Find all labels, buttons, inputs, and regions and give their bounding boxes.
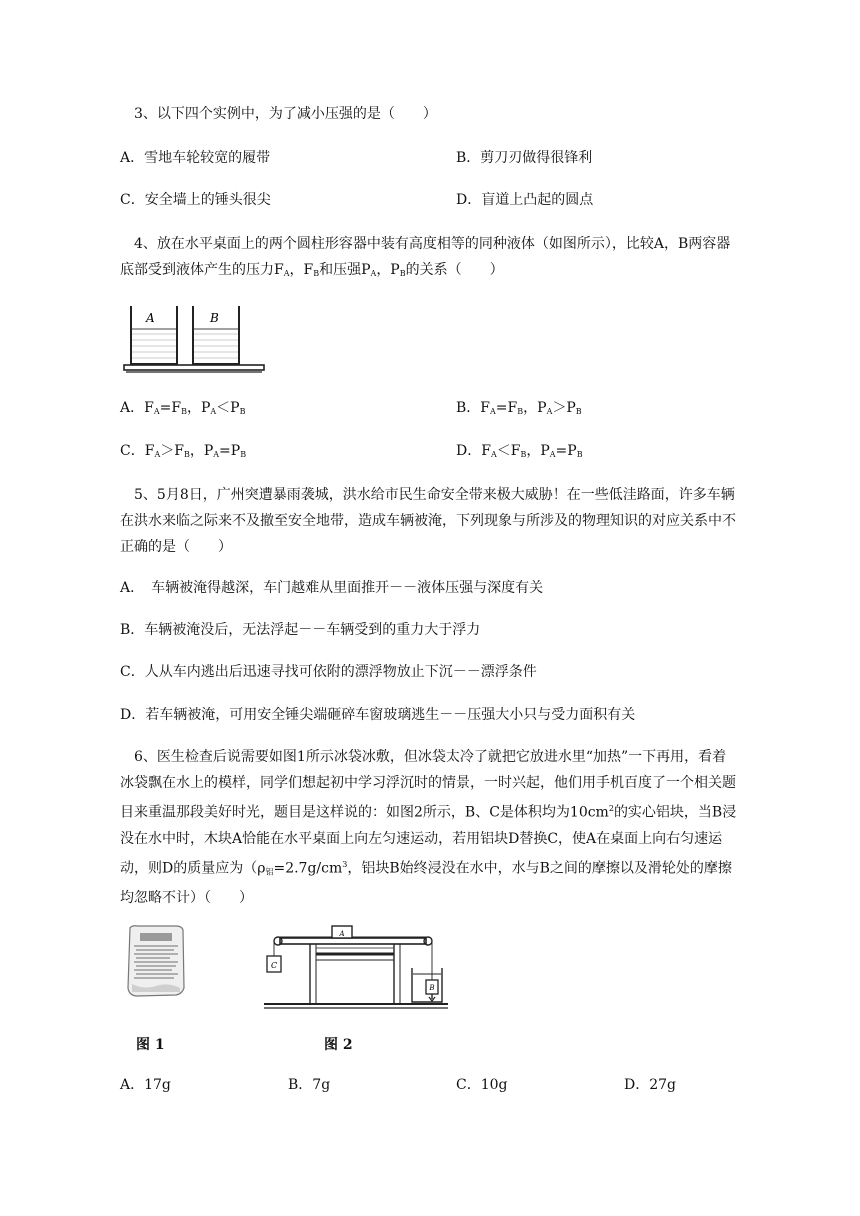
q6-option-a: A．17g	[120, 1077, 171, 1093]
container-b-label: B	[210, 311, 219, 325]
ice-bag-figure	[124, 924, 188, 998]
q4-stem: 4、放在水平桌面上的两个圆柱形容器中装有高度相等的同种液体（如图所示），比较A，B两容器底部受到液体产生的压力$F_A$，$F_B$和压强$P_A$，$P_B$的关系（ ）	[120, 236, 731, 278]
container-a-label: A	[146, 311, 155, 325]
q3-stem: 3、以下四个实例中，为了减小压强的是（ ）	[134, 106, 437, 122]
q6-stem: 6、医生检查后说需要如图1所示冰袋冰敷，但冰袋太冷了就把它放进水里“加热”一下再用，看着冰袋飘在水上的模样，同学们想起初中学习浮沉时的情景，一时兴起，他们用手机百度了一个相关题目来重温那段美好时光，题目是这样说的：如图2所示，B、C是体积均为$10cm^2$的实心铝块，当B浸没在水中时，木块A恰能在水平桌面上向左匀速运动，若用铝块D替换C，使A在桌面上向右匀速运动，则D的质量应为（$\rho_铝=2.7g/cm^3$，铝块B始终浸没在水中，水与B之间的摩擦以及滑轮处的摩擦均忽略不计）（ ）	[120, 749, 737, 907]
q5-option-c: C．人从车内逃出后迅速寻找可依附的漂浮物放止下沉－－漂浮条件	[120, 664, 537, 680]
q4-option-b: B．$F_A=F_B$，$P_A>P_B$	[456, 400, 582, 416]
table-top	[280, 938, 426, 944]
pulley-apparatus-figure	[262, 924, 452, 1014]
q3-option-b: B．剪刀刃做得很锋利	[456, 150, 593, 166]
figure-2-caption: 图 2	[324, 1037, 353, 1053]
block-c-label: C	[270, 961, 278, 970]
q6-option-b: B．7g	[288, 1077, 331, 1093]
q6-option-d: D．27g	[624, 1077, 677, 1093]
block-b-label: B	[429, 984, 435, 992]
q5-option-d: D．若车辆被淹，可用安全锤尖端砸碎车窗玻璃逃生－－压强大小只与受力面积有关	[120, 707, 636, 723]
q4-option-a: A．$F_A=F_B$，$P_A<P_B$	[120, 400, 246, 416]
q3-option-d: D．盲道上凸起的圆点	[456, 192, 594, 208]
q6-option-c: C．10g	[456, 1077, 508, 1093]
figure-1-caption: 图 1	[136, 1037, 165, 1053]
block-a-label: A	[339, 930, 345, 938]
table-surface	[124, 365, 264, 370]
q5-option-b: B．车辆被淹没后，无法浮起－－车辆受到的重力大于浮力	[120, 622, 481, 638]
q3-option-a: A．雪地车轮较宽的履带	[120, 150, 271, 166]
q3-option-c: C．安全墙上的锤头很尖	[120, 192, 271, 208]
q5-option-a: A． 车辆被淹得越深，车门越难从里面推开－－液体压强与深度有关	[120, 580, 544, 596]
q4-containers-figure	[120, 296, 268, 376]
q5-stem: 5、5月8日，广州突遭暴雨袭城，洪水给市民生命安全带来极大威胁！在一些低洼路面，许多车辆在洪水来临之际来不及撤至安全地带，造成车辆被淹，下列现象与所涉及的物理知识的对应关系中不正确的是（ ）	[120, 487, 736, 555]
q4-option-d: D．$F_A<F_B$，$P_A=P_B$	[456, 443, 583, 459]
q4-option-c: C．$F_A>F_B$，$P_A=P_B$	[120, 443, 247, 459]
liquid-hatching	[132, 334, 238, 358]
